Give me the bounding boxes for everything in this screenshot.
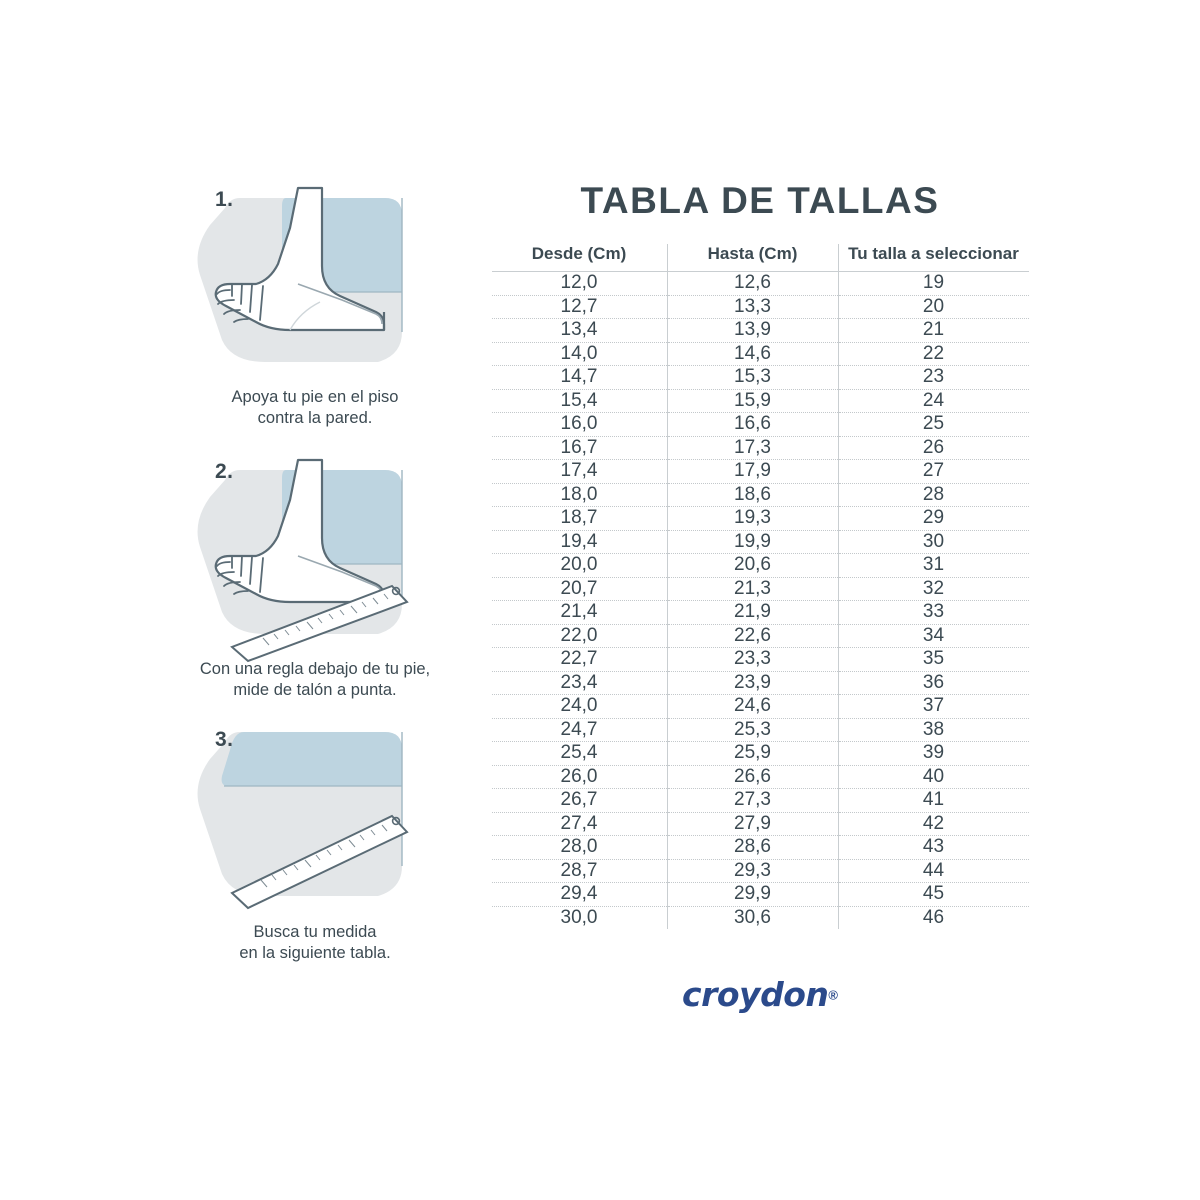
cell-talla: 35 bbox=[838, 648, 1029, 672]
table-header-row bbox=[492, 244, 1029, 272]
table-row bbox=[492, 671, 1029, 695]
cell-talla: 29 bbox=[838, 507, 1029, 531]
step-2-number: 2. bbox=[215, 459, 234, 483]
cell-hasta: 15,3 bbox=[667, 366, 838, 390]
cell-desde: 16,0 bbox=[492, 413, 668, 437]
cell-desde: 18,0 bbox=[492, 483, 668, 507]
brand-name: croydon bbox=[682, 975, 829, 1014]
table-row bbox=[492, 366, 1029, 390]
table-row bbox=[492, 695, 1029, 719]
cell-desde: 25,4 bbox=[492, 742, 668, 766]
cell-talla: 19 bbox=[838, 272, 1029, 296]
cell-hasta: 26,6 bbox=[667, 765, 838, 789]
cell-desde: 24,0 bbox=[492, 695, 668, 719]
cell-desde: 20,0 bbox=[492, 554, 668, 578]
table-row bbox=[492, 836, 1029, 860]
cell-desde: 28,7 bbox=[492, 859, 668, 883]
cell-hasta: 15,9 bbox=[667, 389, 838, 413]
cell-desde: 23,4 bbox=[492, 671, 668, 695]
cell-desde: 22,0 bbox=[492, 624, 668, 648]
cell-desde: 19,4 bbox=[492, 530, 668, 554]
cell-hasta: 25,3 bbox=[667, 718, 838, 742]
step-2 bbox=[170, 452, 460, 702]
size-table bbox=[492, 244, 1029, 929]
cell-hasta: 30,6 bbox=[667, 906, 838, 929]
cell-talla: 38 bbox=[838, 718, 1029, 742]
cell-hasta: 27,3 bbox=[667, 789, 838, 813]
cell-desde: 20,7 bbox=[492, 577, 668, 601]
cell-hasta: 13,9 bbox=[667, 319, 838, 343]
table-row bbox=[492, 413, 1029, 437]
cell-talla: 45 bbox=[838, 883, 1029, 907]
cell-desde: 15,4 bbox=[492, 389, 668, 413]
cell-desde: 14,0 bbox=[492, 342, 668, 366]
table-row bbox=[492, 389, 1029, 413]
step-3-caption bbox=[170, 922, 460, 965]
cell-talla: 22 bbox=[838, 342, 1029, 366]
cell-hasta: 24,6 bbox=[667, 695, 838, 719]
table-row bbox=[492, 859, 1029, 883]
cell-desde: 29,4 bbox=[492, 883, 668, 907]
cell-hasta: 19,9 bbox=[667, 530, 838, 554]
brand-registered-mark: ® bbox=[828, 987, 838, 1003]
table-row bbox=[492, 319, 1029, 343]
cell-talla: 27 bbox=[838, 460, 1029, 484]
cell-hasta: 29,3 bbox=[667, 859, 838, 883]
table-row bbox=[492, 742, 1029, 766]
cell-hasta: 18,6 bbox=[667, 483, 838, 507]
cell-hasta: 13,3 bbox=[667, 295, 838, 319]
steps-column bbox=[170, 180, 460, 971]
cell-desde: 27,4 bbox=[492, 812, 668, 836]
cell-talla: 46 bbox=[922, 906, 945, 928]
table-row bbox=[492, 530, 1029, 554]
table-row bbox=[492, 436, 1029, 460]
cell-talla: 20 bbox=[838, 295, 1029, 319]
cell-desde: 26,0 bbox=[492, 765, 668, 789]
step-3-caption-line1: Busca tu medida bbox=[253, 922, 377, 941]
cell-desde: 17,4 bbox=[492, 460, 668, 484]
brand-logo bbox=[480, 975, 1040, 1014]
cell-hasta: 23,9 bbox=[667, 671, 838, 695]
cell-talla: 21 bbox=[838, 319, 1029, 343]
cell-desde: 24,7 bbox=[492, 718, 668, 742]
step-3 bbox=[170, 720, 460, 965]
cell-talla: 28 bbox=[838, 483, 1029, 507]
cell-desde: 14,7 bbox=[492, 366, 668, 390]
step-1-caption-line1: Apoya tu pie en el piso bbox=[231, 388, 399, 406]
cell-desde: 21,4 bbox=[492, 601, 668, 625]
cell-talla: 41 bbox=[838, 789, 1029, 813]
cell-talla: 30 bbox=[838, 530, 1029, 554]
cell-desde: 28,0 bbox=[492, 836, 668, 860]
cell-hasta: 29,9 bbox=[667, 883, 838, 907]
cell-hasta: 23,3 bbox=[667, 648, 838, 672]
cell-talla: 31 bbox=[838, 554, 1029, 578]
table-row bbox=[492, 789, 1029, 813]
table-row bbox=[492, 507, 1029, 531]
table-row bbox=[492, 295, 1029, 319]
cell-hasta: 17,9 bbox=[667, 460, 838, 484]
table-row bbox=[492, 342, 1029, 366]
cell-desde: 30,0 bbox=[492, 906, 668, 929]
cell-desde: 12,7 bbox=[492, 295, 668, 319]
cell-hasta: 17,3 bbox=[667, 436, 838, 460]
table-row bbox=[492, 624, 1029, 648]
table-row bbox=[492, 554, 1029, 578]
cell-talla: 43 bbox=[838, 836, 1029, 860]
cell-desde: 13,4 bbox=[492, 319, 668, 343]
step-1-caption-line2: contra la pared. bbox=[257, 409, 373, 428]
step-1-illustration bbox=[170, 180, 460, 385]
table-row bbox=[492, 272, 1029, 296]
step-1-number: 1. bbox=[215, 188, 234, 211]
cell-desde: 12,0 bbox=[492, 272, 668, 296]
step-3-caption-line2: en la siguiente tabla. bbox=[239, 944, 391, 963]
table-row bbox=[492, 718, 1029, 742]
cell-desde: 18,7 bbox=[492, 507, 668, 531]
cell-desde: 22,7 bbox=[492, 648, 668, 672]
cell-hasta: 14,6 bbox=[667, 342, 838, 366]
cell-hasta: 12,6 bbox=[667, 272, 838, 296]
table-row bbox=[492, 601, 1029, 625]
table-row bbox=[492, 577, 1029, 601]
cell-talla: 42 bbox=[838, 812, 1029, 836]
cell-talla: 26 bbox=[838, 436, 1029, 460]
table-row bbox=[492, 883, 1029, 907]
cell-talla: 44 bbox=[838, 859, 1029, 883]
table-row bbox=[492, 648, 1029, 672]
table-row bbox=[492, 906, 1029, 929]
cell-hasta: 25,9 bbox=[667, 742, 838, 766]
cell-hasta: 19,3 bbox=[667, 507, 838, 531]
cell-desde: 26,7 bbox=[492, 789, 668, 813]
column-header-talla: Tu talla a seleccionar bbox=[838, 244, 1029, 272]
cell-hasta: 28,6 bbox=[667, 836, 838, 860]
cell-talla: 37 bbox=[838, 695, 1029, 719]
step-3-illustration bbox=[170, 720, 460, 920]
step-2-caption-line2: mide de talón a punta. bbox=[233, 681, 397, 700]
cell-hasta: 21,3 bbox=[667, 577, 838, 601]
cell-talla: 39 bbox=[838, 742, 1029, 766]
cell-talla: 36 bbox=[838, 671, 1029, 695]
cell-talla: 34 bbox=[838, 624, 1029, 648]
step-1 bbox=[170, 180, 460, 430]
cell-talla: 40 bbox=[838, 765, 1029, 789]
cell-talla: 23 bbox=[838, 366, 1029, 390]
cell-talla: 24 bbox=[838, 389, 1029, 413]
step-2-illustration bbox=[170, 452, 460, 657]
table-row bbox=[492, 812, 1029, 836]
page-title: TABLA DE TALLAS bbox=[580, 180, 940, 221]
cell-talla: 25 bbox=[838, 413, 1029, 437]
table-row bbox=[492, 483, 1029, 507]
cell-talla: 32 bbox=[838, 577, 1029, 601]
step-3-number: 3. bbox=[215, 727, 234, 751]
cell-hasta: 20,6 bbox=[667, 554, 838, 578]
step-1-caption bbox=[170, 387, 460, 430]
cell-hasta: 22,6 bbox=[667, 624, 838, 648]
size-table-area bbox=[480, 180, 1040, 929]
cell-hasta: 27,9 bbox=[667, 812, 838, 836]
table-body bbox=[492, 272, 1029, 930]
step-2-caption-line1: Con una regla debajo de tu pie, bbox=[199, 659, 431, 678]
cell-hasta: 21,9 bbox=[667, 601, 838, 625]
column-header-desde: Desde (Cm) bbox=[492, 244, 668, 272]
table-row bbox=[492, 765, 1029, 789]
cell-hasta: 16,6 bbox=[667, 413, 838, 437]
cell-desde: 16,7 bbox=[492, 436, 668, 460]
column-header-hasta: Hasta (Cm) bbox=[667, 244, 838, 272]
cell-talla: 33 bbox=[838, 601, 1029, 625]
table-row bbox=[492, 460, 1029, 484]
